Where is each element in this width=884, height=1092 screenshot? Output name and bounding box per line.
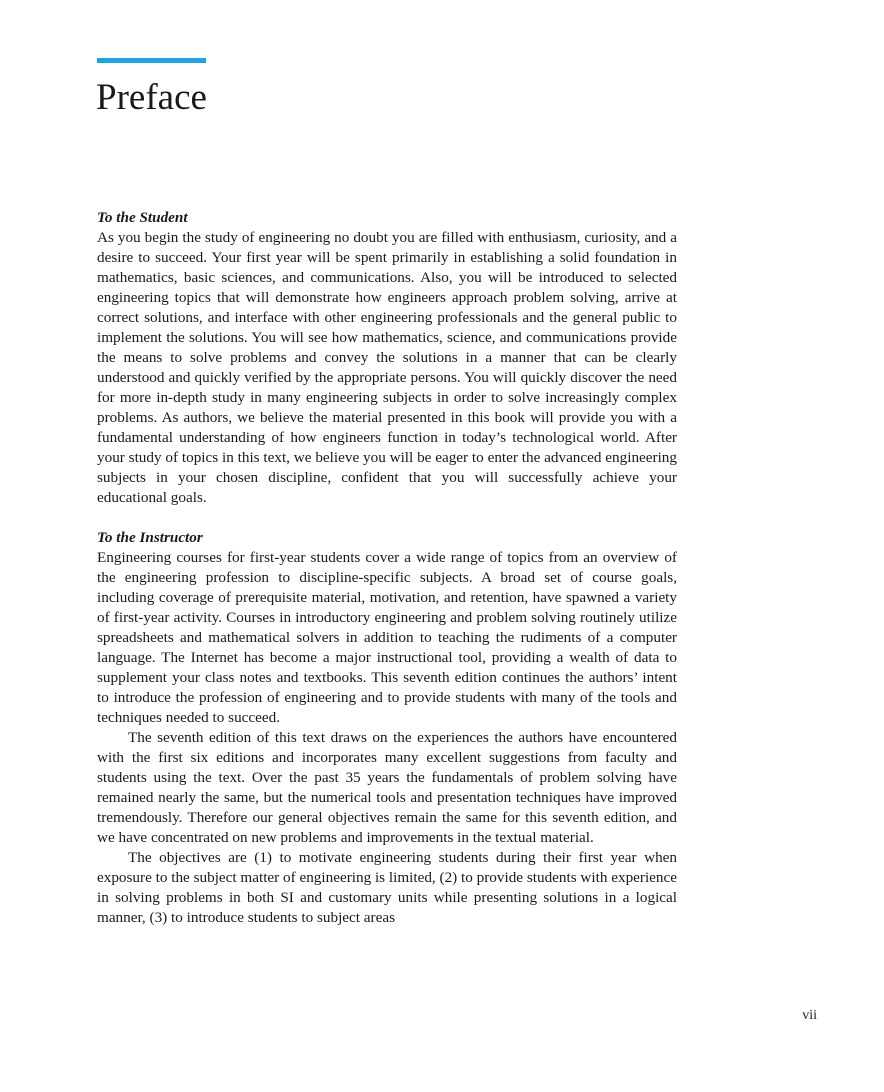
section-spacer xyxy=(97,508,677,528)
page-number: vii xyxy=(802,1008,817,1023)
paragraph: The seventh edition of this text draws on the experiences the authors have encountered with the first six editions and incorporates many excellent suggestions from faculty and students using the text. Over the past 35 years the fundamentals of problem solving have remained nearly the same, but the numerical tools and presentation techniques have improved tremendously. Therefore our general objectives remain the same for this seventh edition, and we have concentrated on new problems and improvements in the textual material. xyxy=(97,729,677,846)
section-to-the-instructor xyxy=(97,528,677,928)
section-heading: To the Student xyxy=(97,209,188,226)
paragraph: The objectives are (1) to motivate engineering students during their first year when exposure to the subject matter of engineering is limited, (2) to provide students with experience in solving problems in both SI and customary units while presenting solutions in a logical manner, (3) to introduce students to subject areas xyxy=(97,849,677,926)
section-heading: To the Instructor xyxy=(97,529,203,546)
paragraph: Engineering courses for first-year students cover a wide range of topics from an overview of the engineering profession to discipline-specific subjects. A broad set of course goals, including coverage of prerequisite material, motivation, and retention, have spawned a variety of first-year activity. Courses in introductory engineering and problem solving routinely utilize spreadsheets and mathematical solvers in addition to teaching the rudiments of a computer language. The Internet has become a major instructional tool, providing a wealth of data to supplement your class notes and textbooks. This seventh edition continues the authors’ intent to introduce the profession of engineering and to provide students with many of the tools and techniques needed to succeed. xyxy=(97,549,677,726)
paragraph: As you begin the study of engineering no doubt you are filled with enthusiasm, curiosity, and a desire to succeed. Your first year will be spent primarily in establishing a solid foundation in mathematics, basic sciences, and communications. Also, you will be introduced to selected engineering topics that will demonstrate how engineers approach problem solving, arrive at correct solutions, and interface with other engineering professionals and the general public to implement the solutions. You will see how mathematics, science, and communications provide the means to solve problems and convey the solutions in a manner that can be clearly understood and quickly verified by the appropriate persons. You will quickly discover the need for more in-depth study in many engineering subjects in order to solve increasingly complex problems. As authors, we believe the material presented in this book will provide you with a fundamental understanding of how engineers function in today’s technological world. After your study of topics in this text, we believe you will be eager to enter the advanced engineering subjects in your chosen discipline, confident that you will successfully achieve your educational goals. xyxy=(97,229,677,506)
preface-body xyxy=(97,208,677,928)
page-title: Preface xyxy=(96,77,207,118)
chapter-accent-bar xyxy=(97,58,206,63)
section-to-the-student xyxy=(97,208,677,508)
